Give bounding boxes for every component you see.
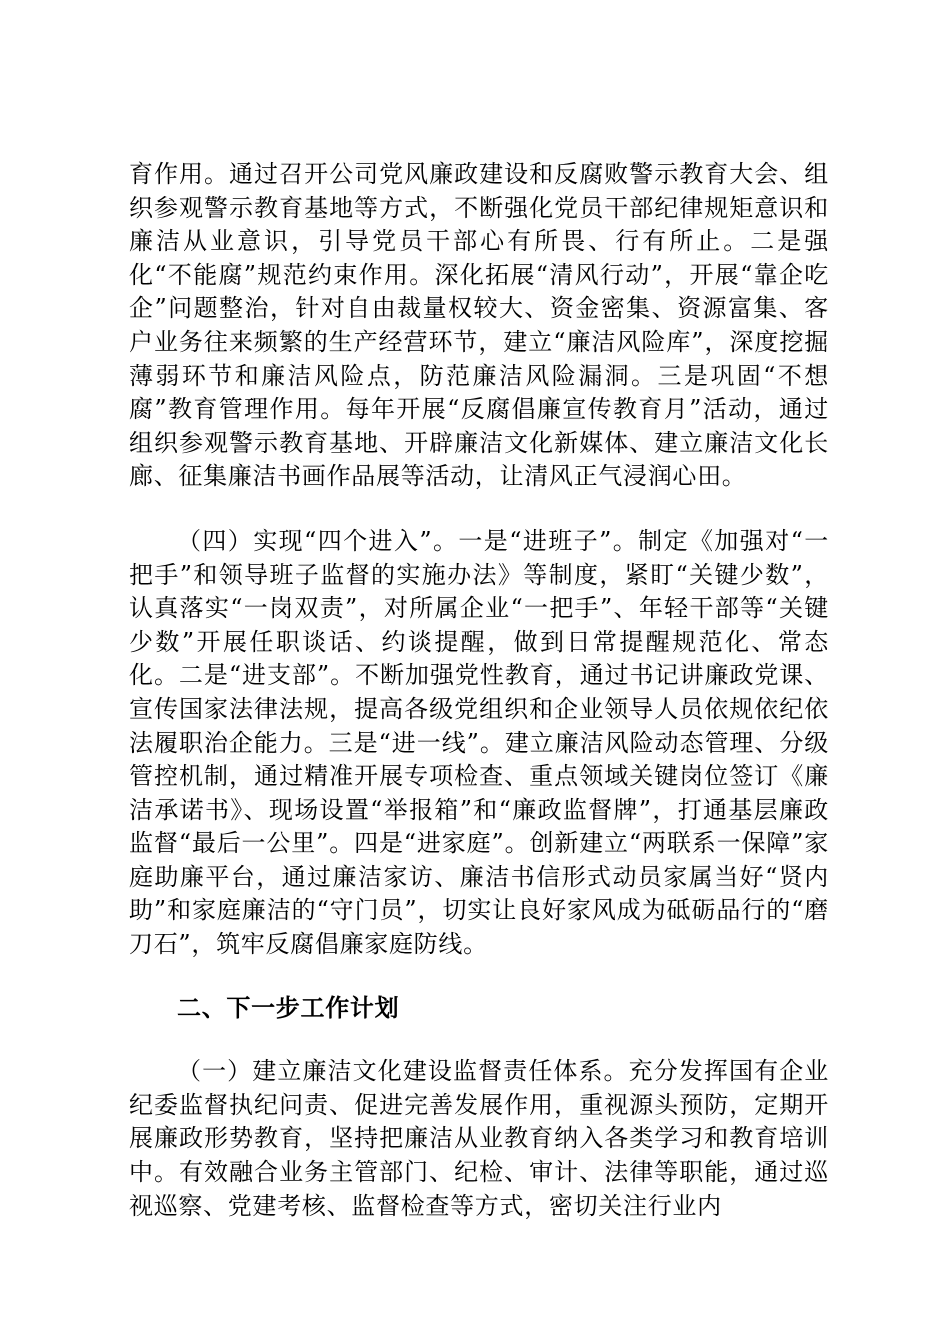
document-body — [129, 158, 829, 1223]
section-heading-next-steps: 二、下一步工作计划 — [177, 993, 400, 1022]
paragraph-supervision-system: （一）建立廉洁文化建设监督责任体系。充分发挥国有企业纪委监督执纪问责、促进完善发展作用，重视源头预防，定期开展廉政形势教育，坚持把廉洁从业教育纳入各类学习和教育培训中。有效融合业务主管部门、纪检、审计、法律等职能，通过巡视巡察、党建考核、监督检查等方式，密切关注行业内 — [129, 1057, 829, 1220]
paragraph-continued: 育作用。通过召开公司党风廉政建设和反腐败警示教育大会、组织参观警示教育基地等方式，不断强化党员干部纪律规矩意识和廉洁从业意识，引导党员干部心有所畏、行有所止。二是强化“不能腐”规范约束作用。深化拓展“清风行动”，开展“靠企吃企”问题整治，针对自由裁量权较大、资金密集、资源富集、客户业务往来频繁的生产经营环节，建立“廉洁风险库”，深度挖掘薄弱环节和廉洁风险点，防范廉洁风险漏洞。三是巩固“不想腐”教育管理作用。每年开展“反腐倡廉宣传教育月”活动，通过组织参观警示教育基地、开辟廉洁文化新媒体、建立廉洁文化长廊、征集廉洁书画作品展等活动，让清风正气浸润心田。 — [129, 160, 829, 491]
paragraph-four-entries: （四）实现“四个进入”。一是“进班子”。制定《加强对“一把手”和领导班子监督的实施办法》等制度，紧盯“关键少数”，认真落实“一岗双责”，对所属企业“一把手”、年轻干部等“关键少数”开展任职谈话、约谈提醒，做到日常提醒规范化、常态化。二是“进支部”。不断加强党性教育，通过书记讲廉政党课、宣传国家法律法规，提高各级党组织和企业领导人员依规依纪依法履职治企能力。三是“进一线”。建立廉洁风险动态管理、分级管控机制，通过精准开展专项检查、重点领域关键岗位签订《廉洁承诺书》、现场设置“举报箱”和“廉政监督牌”，打通基层廉政监督“最后一公里”。四是“进家庭”。创新建立“两联系一保障”家庭助廉平台，通过廉洁家访、廉洁书信形式动员家属当好“贤内助”和家庭廉洁的“守门员”，切实让良好家风成为砥砺品行的“磨刀石”，筑牢反腐倡廉家庭防线。 — [129, 526, 829, 959]
